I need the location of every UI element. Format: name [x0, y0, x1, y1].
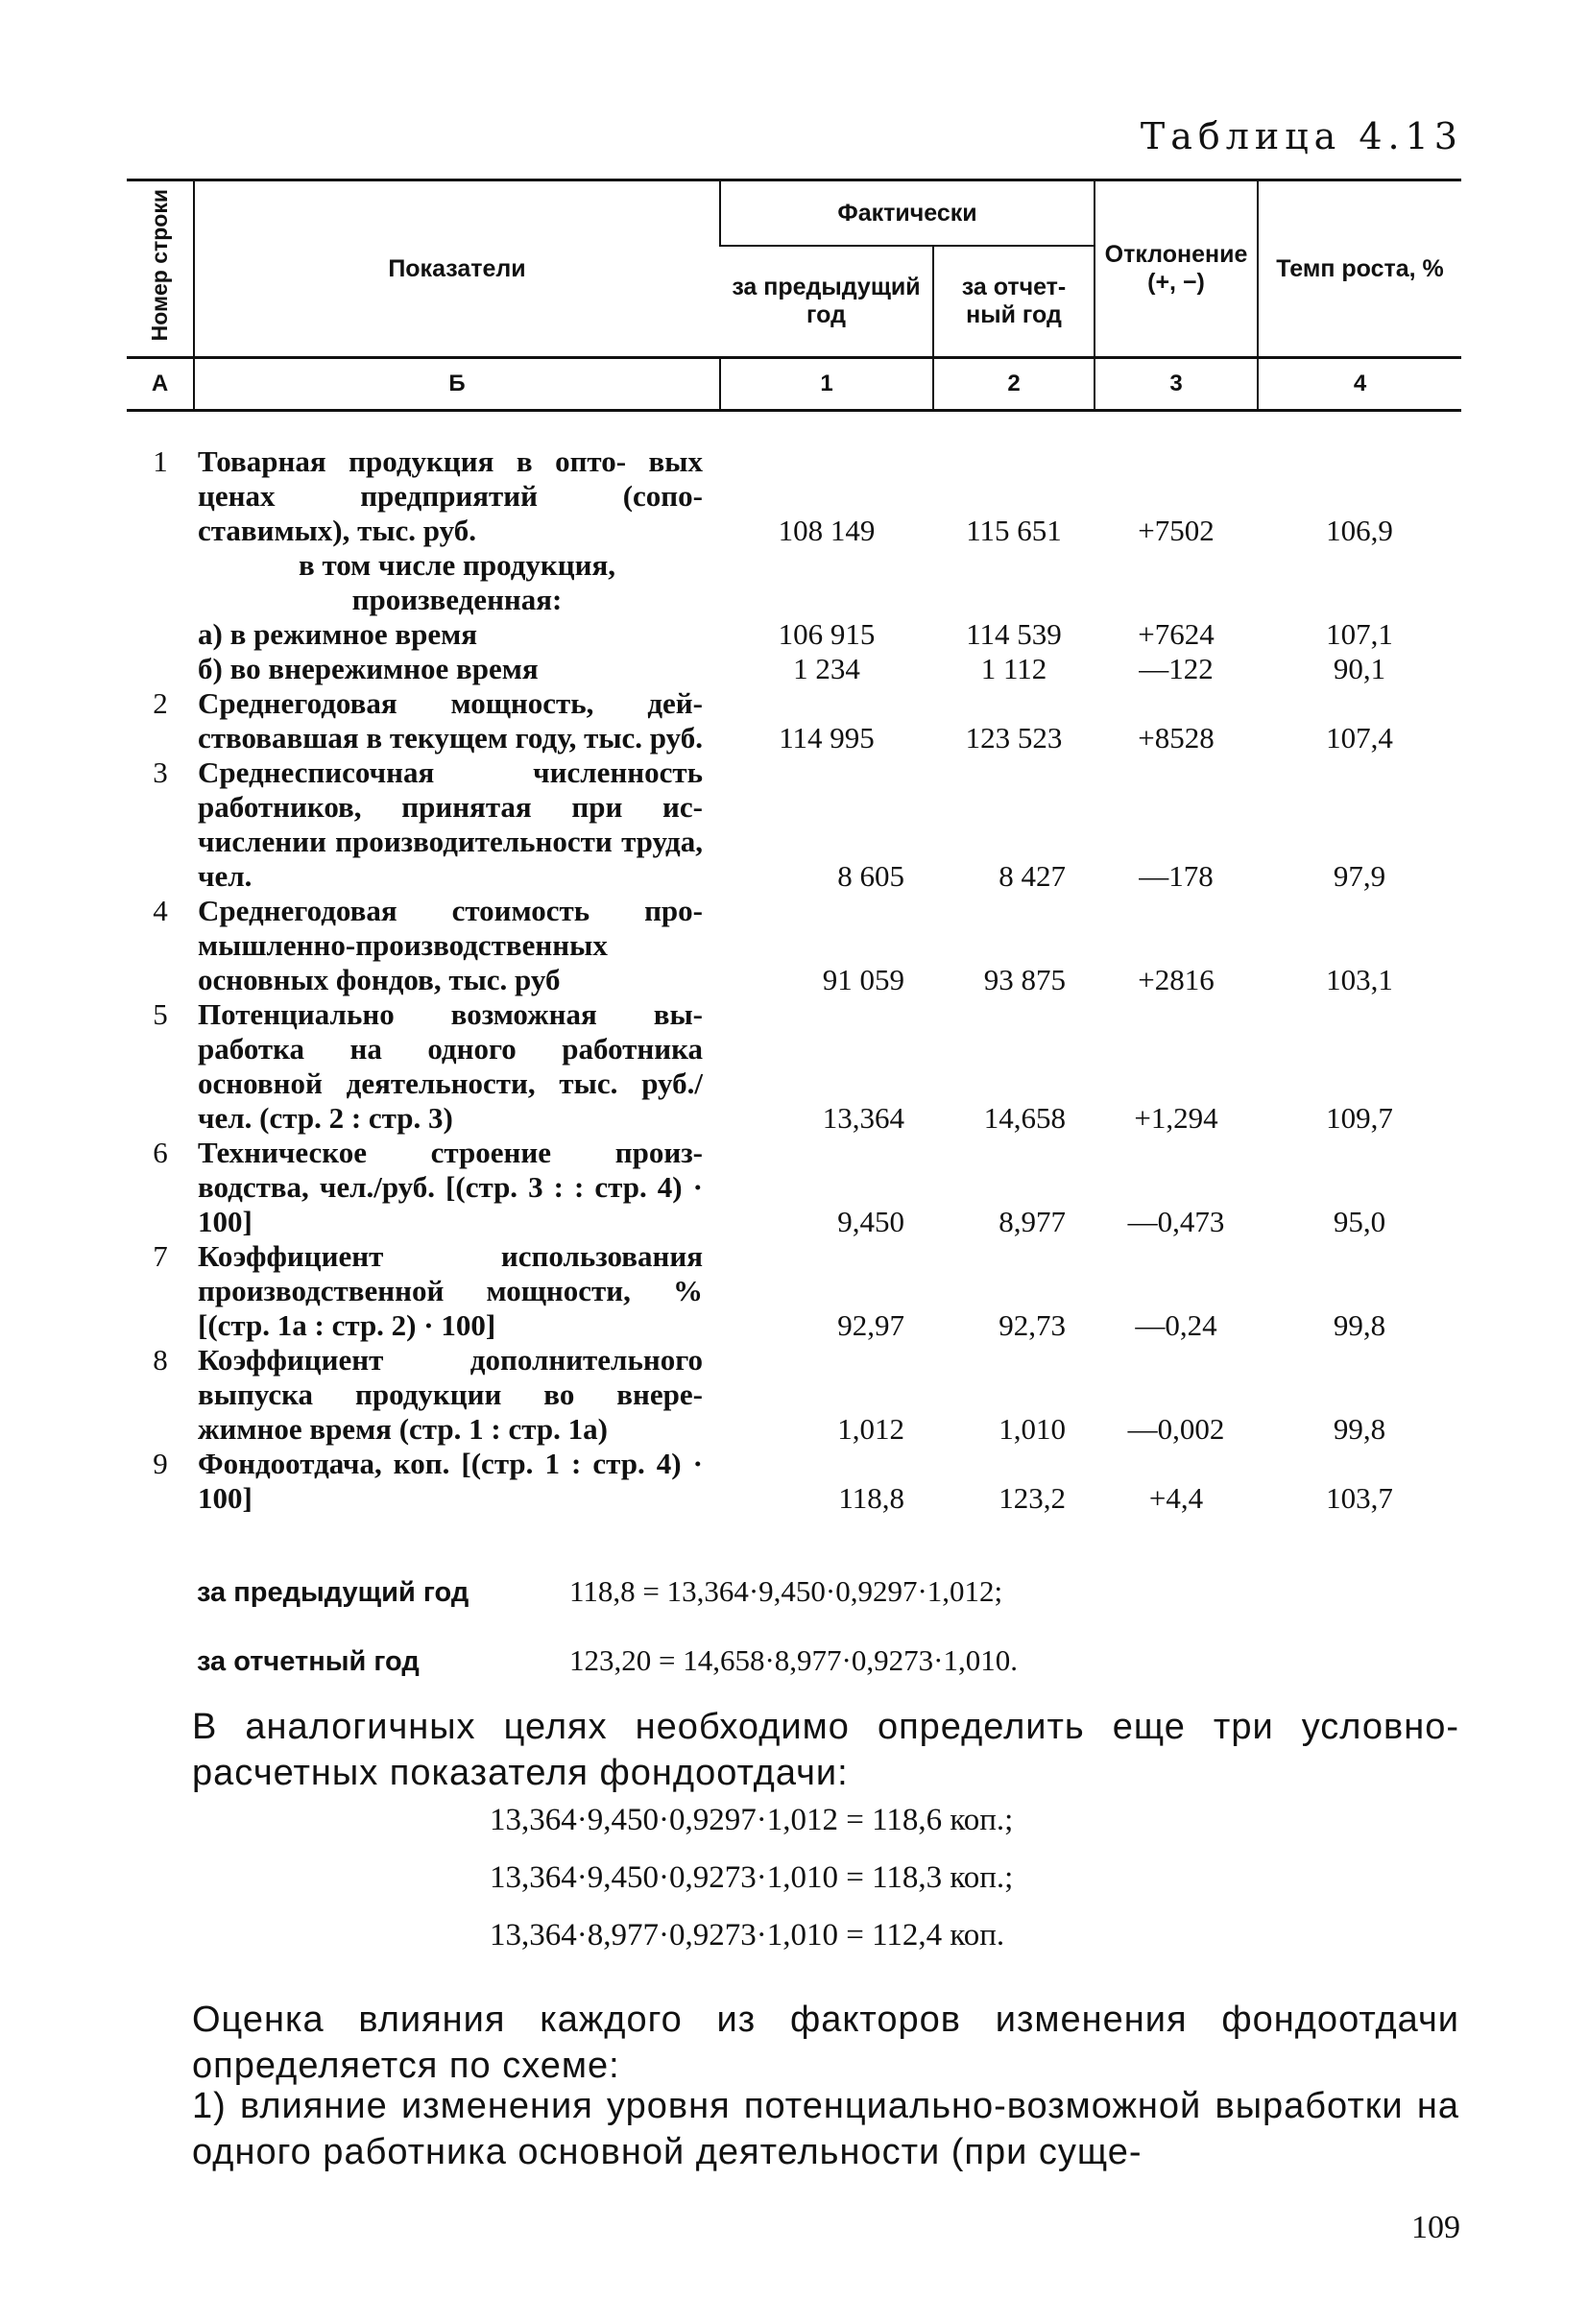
row-number: 6 [153, 1136, 168, 1169]
row-prev-value: 106 915 [778, 617, 876, 651]
formula-prev-year [197, 1574, 1002, 1609]
row-report-value: 114 539 [966, 617, 1062, 651]
row-report-value: 8,977 [999, 1205, 1066, 1238]
row-prev-value: 108 149 [778, 514, 876, 547]
index-cell: А [127, 358, 194, 411]
formula-expression: 123,20 = 14,658·8,977·0,9273·1,010. [569, 1643, 1018, 1677]
table-row [127, 894, 1461, 997]
row-report-value: 123,2 [999, 1481, 1066, 1515]
row-indicator: Среднегодовая мощность, дей- ствовавшая в текущем году, тыс. руб. [198, 686, 703, 755]
row-indicator: Коэффициент использования производственной мощности, % [(стр. 1а : стр. 2) · 100] [198, 1239, 703, 1342]
paragraph-1: В аналогичных целях необходимо определить еще три условно-расчетных показателя фондоотдачи: [192, 1707, 1459, 1793]
row-deviation [1095, 548, 1258, 617]
row-indicator: Техническое строение произ- водства, чел./руб. [(стр. 3 : : стр. 4) · 100] [198, 1136, 703, 1238]
row-report-value: 14,658 [983, 1101, 1066, 1135]
table-row [127, 1239, 1461, 1343]
table-row [127, 444, 1461, 548]
header-actual: Фактически [720, 180, 1095, 247]
row-deviation: +8528 [1138, 721, 1215, 755]
row-number: 7 [153, 1239, 168, 1273]
row-indicator: Фондоотдача, коп. [(стр. 1 : стр. 4) · 100] [198, 1447, 703, 1515]
row-number: 9 [153, 1447, 168, 1480]
index-cell: 1 [720, 358, 933, 411]
row-deviation: +4,4 [1148, 1481, 1204, 1515]
row-growth: 107,1 [1326, 617, 1393, 651]
row-growth: 99,8 [1333, 1308, 1386, 1342]
calc-line: 13,364·9,450·0,9297·1,012 = 118,6 коп.; [490, 1803, 1014, 1837]
row-growth: 97,9 [1333, 859, 1386, 893]
row-indicator: Потенциально возможная вы- работка на одного работника основной деятельности, тыс. руб./чел. (стр. 2 : стр. 3) [198, 997, 703, 1135]
row-indicator: в том числе продукция, произведенная: [298, 548, 616, 616]
row-indicator: Коэффициент дополнительного выпуска продукции во внере- жимное время (стр. 1 : стр. 1а) [198, 1343, 703, 1446]
row-growth: 109,7 [1326, 1101, 1393, 1135]
formula-expression: 118,8 = 13,364·9,450·0,9297·1,012; [569, 1574, 1003, 1608]
row-number [127, 548, 194, 617]
row-growth [1258, 548, 1461, 617]
row-prev-value [720, 548, 933, 617]
header-row-number: Номер строки [127, 180, 194, 358]
row-growth: 107,4 [1326, 721, 1393, 755]
row-report-value: 93 875 [983, 963, 1066, 996]
row-indicator: Среднегодовая стоимость про- мышленно-производственных основных фондов, тыс. руб [198, 894, 703, 996]
row-deviation: —0,002 [1127, 1412, 1225, 1446]
row-growth: 95,0 [1333, 1205, 1386, 1238]
header-indicator: Показатели [194, 180, 720, 358]
row-number: 2 [153, 686, 168, 720]
paragraph-3: 1) влияние изменения уровня потенциально-возможной выработки на одного работника основной деятельности (при суще- [192, 2086, 1459, 2172]
table-row [127, 997, 1461, 1136]
header-prev-year: за предыдущий год [720, 246, 933, 358]
row-prev-value: 114 995 [779, 721, 875, 755]
index-cell: 2 [933, 358, 1095, 411]
page-number: 109 [1411, 2210, 1460, 2245]
row-number [127, 617, 194, 652]
row-number: 5 [153, 997, 168, 1031]
index-cell: 3 [1095, 358, 1258, 411]
paragraph-2: Оценка влияния каждого из факторов изменения фондоотдачи определяется по схеме: [192, 2000, 1459, 2086]
formula-label: за предыдущий год [197, 1577, 469, 1608]
row-indicator: Товарная продукция в опто- вых ценах предприятий (сопо- ставимых), тыс. руб. [198, 444, 703, 547]
calc-line: 13,364·8,977·0,9273·1,010 = 112,4 коп. [490, 1918, 1005, 1953]
row-growth: 103,7 [1326, 1481, 1393, 1515]
row-growth: 99,8 [1333, 1412, 1386, 1446]
formula-label: за отчетный год [197, 1646, 420, 1677]
row-deviation: —122 [1139, 652, 1214, 685]
table-row [127, 686, 1461, 755]
table-row [127, 617, 1461, 652]
row-report-value: 1 112 [980, 652, 1047, 685]
row-report-value [933, 548, 1095, 617]
row-deviation: +2816 [1138, 963, 1215, 996]
row-deviation: —0,473 [1127, 1205, 1225, 1238]
row-indicator: б) во внережимное время [198, 652, 539, 685]
row-prev-value: 13,364 [822, 1101, 904, 1135]
row-number: 1 [153, 444, 168, 478]
row-deviation: +7502 [1138, 514, 1215, 547]
row-prev-value: 1 234 [793, 652, 860, 685]
row-indicator: Среднесписочная численность работников, принятая при ис- числении производительности труда, чел. [198, 755, 703, 893]
row-prev-value: 118,8 [838, 1481, 904, 1515]
formula-report-year [197, 1643, 1018, 1678]
row-report-value: 115 651 [966, 514, 1062, 547]
row-deviation: —0,24 [1135, 1308, 1217, 1342]
table-row [127, 755, 1461, 894]
data-table [127, 179, 1461, 1516]
header-report-year: за отчет- ный год [933, 246, 1095, 358]
row-number: 3 [153, 755, 168, 789]
index-cell: 4 [1258, 358, 1461, 411]
row-prev-value: 91 059 [822, 963, 904, 996]
row-report-value: 8 427 [999, 859, 1066, 893]
row-growth: 106,9 [1326, 514, 1393, 547]
row-report-value: 92,73 [999, 1308, 1066, 1342]
table-caption: Таблица 4.13 [1140, 115, 1463, 157]
calc-line: 13,364·9,450·0,9273·1,010 = 118,3 коп.; [490, 1860, 1014, 1895]
row-deviation: —178 [1139, 859, 1214, 893]
row-number [127, 652, 194, 686]
table-row [127, 548, 1461, 617]
table-row [127, 1447, 1461, 1516]
row-report-value: 123 523 [965, 721, 1063, 755]
row-deviation: +1,294 [1134, 1101, 1218, 1135]
row-number: 4 [153, 894, 168, 927]
row-growth: 90,1 [1333, 652, 1386, 685]
row-prev-value: 1,012 [837, 1412, 904, 1446]
index-cell: Б [194, 358, 720, 411]
row-number: 8 [153, 1343, 168, 1377]
table-row [127, 652, 1461, 686]
header-growth: Темп роста, % [1258, 180, 1461, 358]
row-prev-value: 9,450 [837, 1205, 904, 1238]
row-report-value: 1,010 [999, 1412, 1066, 1446]
header-deviation: Отклонение (+, −) [1095, 180, 1258, 358]
row-prev-value: 92,97 [837, 1308, 904, 1342]
table-row [127, 1343, 1461, 1447]
table-row [127, 1136, 1461, 1239]
row-growth: 103,1 [1326, 963, 1393, 996]
row-deviation: +7624 [1138, 617, 1215, 651]
row-indicator: а) в режимное время [198, 617, 478, 651]
row-prev-value: 8 605 [837, 859, 904, 893]
